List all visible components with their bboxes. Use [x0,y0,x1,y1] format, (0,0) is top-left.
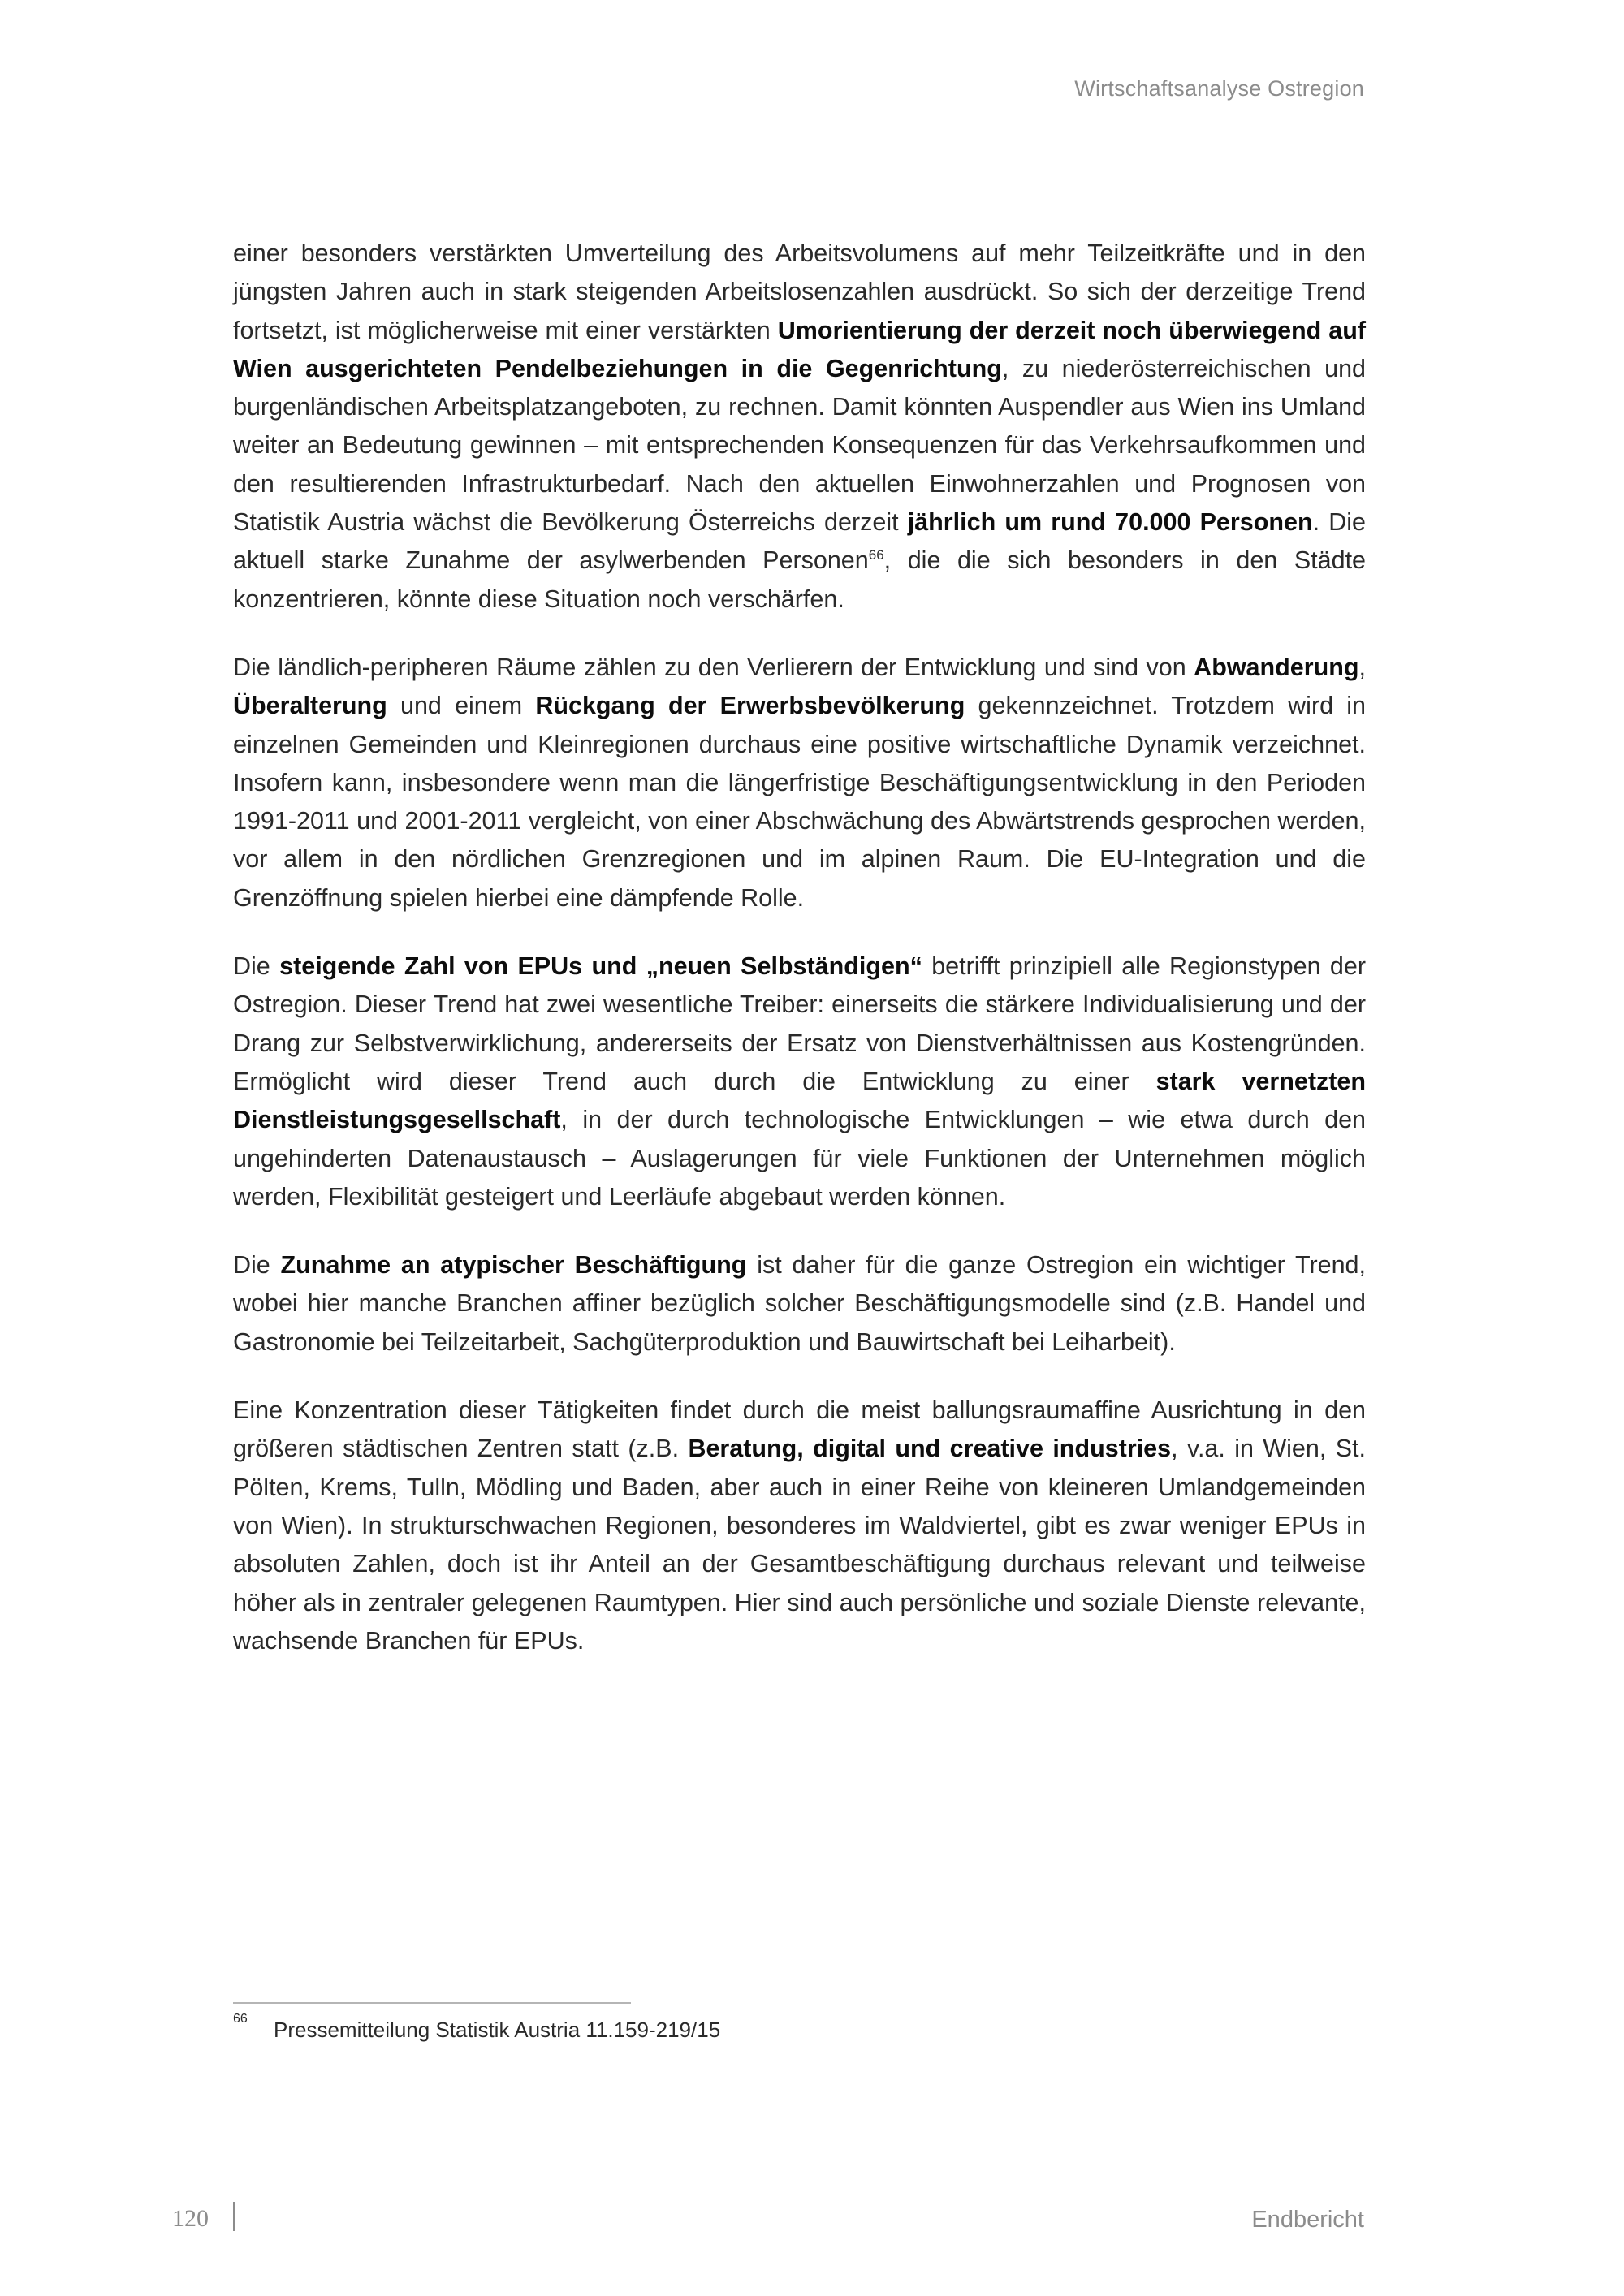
emphasis-text: steigende Zahl von EPUs und „neuen Selbständigen“ [279,952,922,981]
body-text [233,235,1366,1690]
emphasis-text: Beratung, digital und creative industries [688,1435,1172,1463]
emphasis-text: Umorientierung der derzeit noch überwiegend auf Wien ausgerichteten Pendelbeziehungen in die Gegenrichtung [233,316,1367,382]
text-run: , die die sich besonders in den Städte konzentrieren, könnte diese Situation noch verschärfen. [233,546,1367,613]
text-run: und einem [387,692,536,720]
emphasis-text: Rückgang der Erwerbsbevölkerung [535,692,965,720]
text-run: Die ländlich-peripheren Räume zählen zu den Verlierern der Entwicklung und sind von [233,653,1194,681]
text-run: , v.a. in Wien, St. Pölten, Krems, Tulln, Mödling und Baden, aber auch in einer Reihe von kleineren Umlandgemeinden von Wien). In strukturschwachen Regionen, besonderes im Waldviertel, gibt es zwar weniger EPUs in absoluten Zahlen, doch ist ihr Anteil an der Gesamtbeschäftigung durchaus relevant und teilweise höher als in zentraler gelegenen Raumtypen. Hier sind auch persönliche und soziale Dienste relevante, wachsende Branchen für EPUs. [233,1435,1367,1655]
page-number: 120 [172,2205,209,2232]
emphasis-text: jährlich um rund 70.000 Personen [907,508,1313,537]
text-run: einer besonders verstärkten Umverteilung des Arbeitsvolumens auf mehr Teilzeitkräfte und in den jüngsten Jahren auch in stark steigenden Arbeitslosenzahlen ausdrückt. So sich der derzeitige Trend fortsetzt, ist möglicherweise mit einer verstärkten [233,240,1366,344]
emphasis-text: Abwanderung [1194,653,1359,681]
paragraph-1 [233,235,1366,619]
running-header: Wirtschaftsanalyse Ostregion [1074,76,1364,101]
text-run: , zu niederösterreichischen und burgenländischen Arbeitsplatzangeboten, zu rechnen. Damit könnten Auspendler aus Wien ins Umland weiter an Bedeutung gewinnen – mit entsprechenden Konsequenzen für das Verkehrsaufkommen und den resultierenden Infrastrukturbedarf. Nach den aktuellen Einwohnerzahlen und Prognosen von Statistik Austria wächst die Bevölkerung Österreichs derzeit [233,354,1366,537]
footnote-reference: 66 [868,547,884,563]
text-run: Eine Konzentration dieser Tätigkeiten findet durch die meist ballungsraumaffine Ausrichtung in den größeren städtischen Zentren statt (z.B. [233,1396,1366,1463]
text-run: Die [233,1251,281,1280]
page-number-divider [233,2202,235,2231]
paragraph-4 [233,1246,1366,1362]
text-run: . Die aktuell starke Zunahme der asylwerbenden Personen [233,508,1366,575]
footnote-number: 66 [233,2012,248,2026]
paragraph-5 [233,1392,1366,1660]
text-run: , in der durch technologische Entwicklungen – wie etwa durch den ungehinderten Datenaustausch – Auslagerungen für viele Funktionen der Unternehmen möglich werden, Flexibilität gesteigert und Leerläufe abgebaut werden können. [233,1106,1366,1211]
emphasis-text: stark vernetzten Dienstleistungsgesellschaft [233,1067,1366,1134]
emphasis-text: Überalterung [233,692,387,720]
paragraph-3 [233,947,1366,1216]
running-footer: Endbericht [1251,2207,1364,2233]
paragraph-2 [233,649,1366,917]
emphasis-text: Zunahme an atypischer Beschäftigung [280,1251,747,1280]
footnote-text: Pressemitteilung Statistik Austria 11.159-219/15 [274,2018,721,2042]
text-run: ist daher für die ganze Ostregion ein wichtiger Trend, wobei hier manche Branchen affiner bezüglich solcher Beschäftigungsmodelle sind (z.B. Handel und Gastronomie bei Teilzeitarbeit, Sachgüterproduktion und Bauwirtschaft bei Leiharbeit). [233,1251,1366,1356]
footnote [233,2010,720,2049]
footnote-divider [233,2002,631,2004]
text-run: betrifft prinzipiell alle Regionstypen der Ostregion. Dieser Trend hat zwei wesentliche Treiber: einerseits die stärkere Individualisierung und der Drang zur Selbstverwirklichung, andererseits der Ersatz von Dienstverhältnissen aus Kostengründen. Ermöglicht wird dieser Trend auch durch die Entwicklung zu einer [233,952,1366,1095]
text-run: Die [233,952,280,981]
text-run: , [1358,653,1366,681]
text-run: gekennzeichnet. Trotzdem wird in einzelnen Gemeinden und Kleinregionen durchaus eine positive wirtschaftliche Dynamik verzeichnet. Insofern kann, insbesondere wenn man die längerfristige Beschäftigungsentwicklung in den Perioden 1991-2011 und 2001-2011 vergleicht, von einer Abschwächung des Abwärtstrends gesprochen werden, vor allem in den nördlichen Grenzregionen und im alpinen Raum. Die EU-Integration und die Grenzöffnung spielen hierbei eine dämpfende Rolle. [233,692,1366,912]
